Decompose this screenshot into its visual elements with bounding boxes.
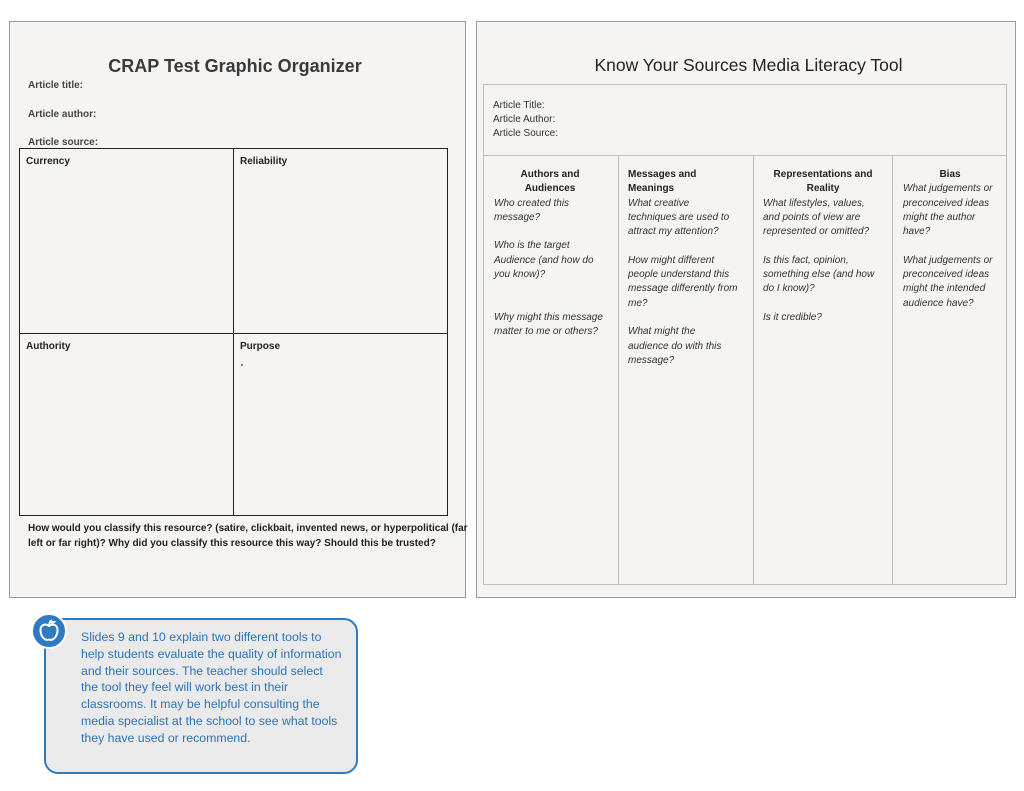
column-messages-meanings xyxy=(628,168,752,368)
column-question: attract my attention? xyxy=(628,226,719,238)
column-question: do I know)? xyxy=(763,283,815,295)
column-representations-reality xyxy=(763,168,891,325)
column-header: Meanings xyxy=(628,183,675,195)
column-question: something else (and how xyxy=(763,269,875,281)
teacher-note xyxy=(44,618,358,774)
column-question: preconceived ideas xyxy=(903,269,990,281)
column-question: message? xyxy=(494,211,541,223)
column-question: represented or omitted? xyxy=(763,226,870,238)
column-question: What creative xyxy=(628,197,690,209)
column-question: audience do with this xyxy=(628,340,722,352)
apple-icon xyxy=(31,613,67,649)
column-divider xyxy=(892,155,893,584)
column-question: matter to me or others? xyxy=(494,326,598,338)
column-question: Who is the target xyxy=(494,240,570,252)
column-question: audience have? xyxy=(903,297,974,309)
column-question: might the author xyxy=(903,211,976,223)
column-question: Is this fact, opinion, xyxy=(763,254,849,266)
teacher-note-text: Slides 9 and 10 explain two different tools to help students evaluate the quality of information and their sources. The teacher should select the tool they feel will work best in their classrooms. It may be helpful consulting the media specialist at the school to see what tools they have used or recommend. xyxy=(81,630,342,745)
column-question: What lifestyles, values, xyxy=(763,197,865,209)
column-question: me? xyxy=(628,297,648,309)
column-question: might the intended xyxy=(903,283,986,295)
reliability-label: Reliability xyxy=(240,156,288,167)
column-question: message differently from xyxy=(628,283,738,295)
purpose-label: Purpose xyxy=(240,341,281,352)
column-question: Audience (and how do xyxy=(494,254,594,266)
purpose-dot xyxy=(241,364,243,366)
column-question: you know)? xyxy=(494,269,546,281)
column-header: Messages and xyxy=(628,169,697,180)
authority-label: Authority xyxy=(26,341,71,352)
know-your-sources-title: Know Your Sources Media Literacy Tool xyxy=(594,55,903,75)
column-authors-audiences xyxy=(494,168,612,340)
column-question: What judgements or xyxy=(903,254,993,266)
column-header: Bias xyxy=(939,169,961,180)
classify-question: How would you classify this resource? (satire, clickbait, invented news, or hyperpolitical (far left or far right)? Why did you classify this resource this way? Should this be trusted? xyxy=(28,523,468,549)
column-question: techniques are used to xyxy=(628,211,730,223)
column-question: What might the xyxy=(628,326,696,338)
column-question: and points of view are xyxy=(763,211,861,223)
column-question: have? xyxy=(903,226,931,238)
column-divider xyxy=(753,155,754,584)
table-header-separator xyxy=(484,155,1006,156)
column-header: Audiences xyxy=(524,183,576,195)
column-question: Is it credible? xyxy=(763,311,822,323)
column-bias xyxy=(903,168,1007,311)
ky-article-source-label: Article Source: xyxy=(493,128,559,139)
grid-divider-vertical xyxy=(233,149,234,515)
column-header: Representations and xyxy=(773,169,873,180)
column-question: How might different xyxy=(628,254,715,266)
column-question: people understand this xyxy=(628,269,730,281)
currency-label: Currency xyxy=(26,156,70,167)
column-divider xyxy=(618,155,619,584)
column-question: message? xyxy=(628,354,675,366)
column-header: Reality xyxy=(806,183,840,195)
crap-grid xyxy=(19,148,448,516)
column-question: Why might this message xyxy=(494,311,603,323)
crap-title: CRAP Test Graphic Organizer xyxy=(108,56,362,76)
ky-article-author-label: Article Author: xyxy=(493,114,556,125)
article-author-label: Article author: xyxy=(28,109,97,120)
column-question: preconceived ideas xyxy=(903,197,990,209)
column-question: Who created this xyxy=(494,197,570,209)
article-title-label: Article title: xyxy=(28,80,84,91)
ky-article-title-label: Article Title: xyxy=(493,100,545,111)
column-question: What judgements or xyxy=(903,183,993,195)
column-header: Authors and xyxy=(520,169,580,180)
grid-divider-horizontal xyxy=(20,333,447,334)
article-source-label: Article source: xyxy=(28,137,99,148)
